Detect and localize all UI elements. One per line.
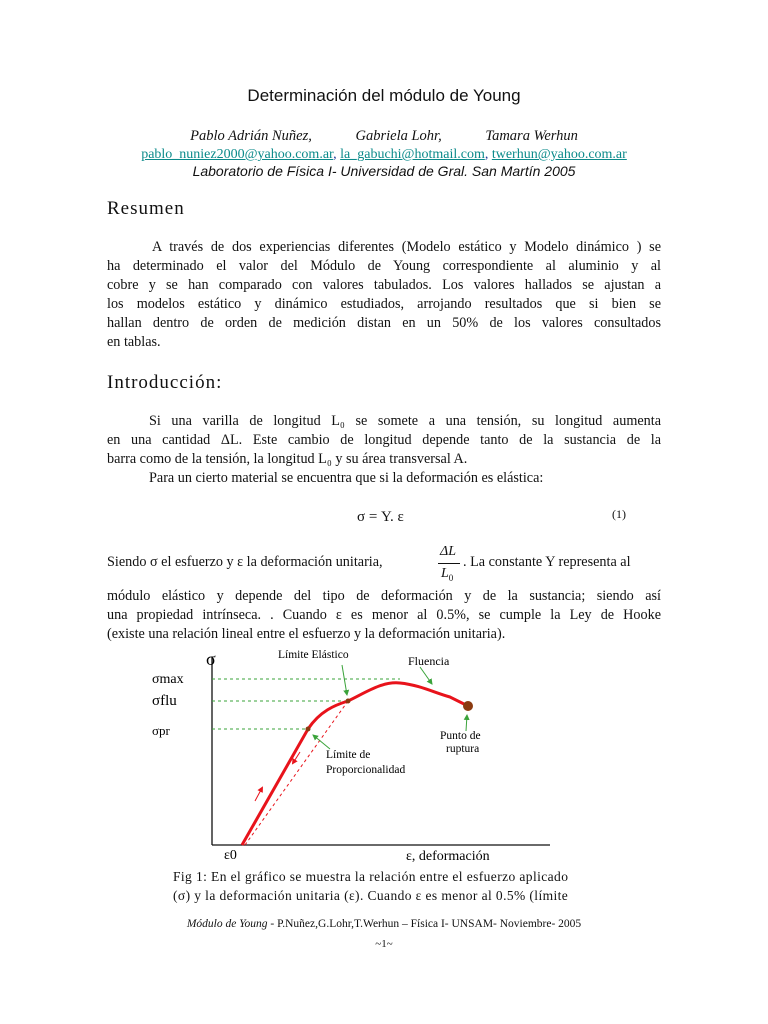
email-link-2[interactable]: la_gabuchi@hotmail.com [340, 147, 485, 162]
fluencia-arrow [420, 667, 432, 684]
limite-prop-label-1: Límite de [326, 749, 371, 761]
fraction-bar [438, 563, 460, 564]
intro-line: (existe una relación lineal entre el esfuerzo y la deformación unitaria). [107, 626, 506, 642]
email-link-3[interactable]: twerhun@yahoo.com.ar [491, 147, 627, 162]
intro-line: módulo elástico y depende del tipo de deformación y de la sustancia; siendo así [107, 588, 661, 604]
epsilon0-label: ε0 [224, 848, 237, 863]
resumen-heading: Resumen [107, 198, 185, 219]
footer-italic: Módulo de Young [186, 918, 268, 930]
resumen-line: en tablas. [107, 334, 161, 350]
siendo-line-start [107, 553, 383, 572]
y-axis-label: σ [206, 649, 216, 669]
intro-heading: Introducción: [107, 372, 223, 393]
sigma-pr-label: σpr [152, 723, 170, 738]
caption-line: Fig 1: En el gráfico se muestra la relación entre el esfuerzo aplicado [173, 869, 569, 884]
email-separator: , [333, 147, 337, 162]
resumen-line: los modelos estático y dinámico estudiados, arrojando resultados que si bien se [107, 296, 661, 312]
fluencia-label: Fluencia [408, 654, 450, 668]
fraction-denominator: $L_0$ [441, 566, 454, 583]
siendo-line-end [463, 553, 631, 572]
paper-title: Determinación del módulo de Young [247, 86, 521, 105]
email-separator: , [484, 147, 489, 162]
sigma-max-label: σmax [152, 672, 184, 687]
affiliation: Laboratorio de Física I- Universidad de Gral. San Martín 2005 [192, 163, 576, 179]
email-list [0, 147, 768, 163]
fraction-numerator: ΔL [440, 544, 457, 559]
author-3: Tamara Werhun [485, 128, 578, 144]
intro-line: Para un cierto material se encuentra que si la deformación es elástica: [149, 470, 544, 486]
limite-proporcionalidad-point [306, 727, 311, 732]
intro-line: en una cantidad ΔL. Este cambio de longitud depende tanto de la sustancia de la [107, 432, 661, 448]
ruptura-point [463, 701, 473, 711]
fraction-subscript: 0 [448, 572, 454, 583]
limite-elastico-arrow [342, 665, 347, 695]
footer-rest: - P.Nuñez,G.Lohr,T.Werhun – Física I- UNSAM- Noviembre- 2005 [267, 918, 582, 930]
intro-line: Si una varilla de longitud L₀ se somete a una tensión, su longitud aumenta [149, 413, 661, 429]
equation-number: (1) [612, 507, 626, 521]
figure-caption [173, 867, 603, 905]
siendo-text: Siendo σ el esfuerzo y ε la deformación unitaria, [107, 554, 383, 570]
author-2: Gabriela Lohr, [355, 128, 442, 144]
siendo-text-end: . La constante Y representa al [463, 554, 631, 570]
equation: σ = Y. ε [357, 509, 404, 525]
x-axis-label: ε, deformación [406, 849, 490, 864]
page-footer [0, 918, 768, 930]
email-link-1[interactable]: pablo_nuniez2000@yahoo.com.ar [141, 147, 334, 162]
limite-elastico-point [346, 699, 351, 704]
intro-line: barra como de la tensión, la longitud L₀ y su área transversal A. [107, 451, 468, 467]
ruptura-arrow [466, 715, 467, 731]
limite-prop-label-2: Proporcionalidad [326, 764, 406, 776]
punto-ruptura-label-1: Punto de [440, 730, 481, 742]
sigma-flu-label: σflu [152, 693, 177, 709]
limite-elastico-label: Límite Elástico [278, 649, 349, 661]
intro-paragraph [107, 412, 661, 488]
resumen-paragraph [107, 238, 661, 352]
author-1: Pablo Adrián Nuñez, [190, 128, 312, 144]
page-number: ~1~ [375, 938, 393, 950]
intro-paragraph-2 [107, 587, 661, 644]
resumen-line: hallan dentro de orden de medición distan en un 50% de los valores consultados [107, 315, 661, 331]
punto-ruptura-label-2: ruptura [446, 743, 480, 755]
stress-strain-figure [150, 645, 620, 870]
loading-arrow [255, 788, 262, 801]
author-list [0, 128, 768, 145]
intro-line: una propiedad intrínseca. . Cuando ε es menor al 0.5%, se cumple la Ley de Hooke [107, 607, 661, 623]
caption-line: (σ) y la deformación unitaria (ε). Cuando ε es menor al 0.5% (límite [173, 888, 569, 903]
resumen-line: cobre y se han comparado con valores tabulados. Los valores hallados se ajustan a [107, 277, 661, 293]
resumen-line: ha determinado el valor del Módulo de Young correspondiente al aluminio y al [107, 258, 661, 274]
resumen-line: A través de dos experiencias diferentes (Modelo estático y Modelo dinámico ) se [152, 239, 661, 255]
